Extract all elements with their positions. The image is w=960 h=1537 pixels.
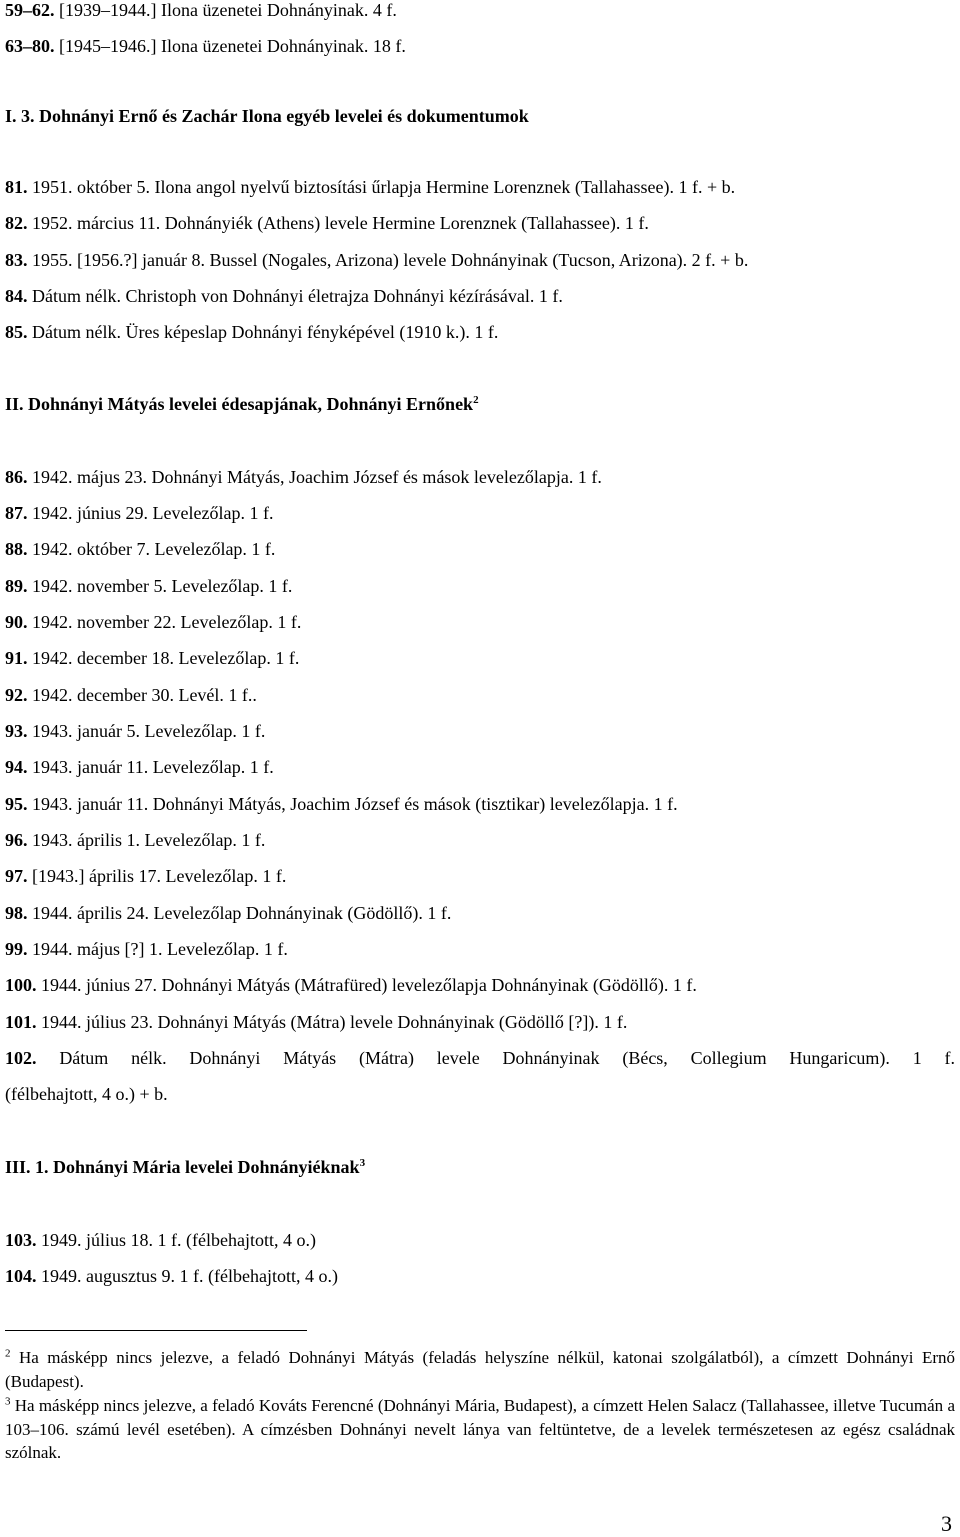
footnote-ref-3: 3: [359, 1157, 366, 1169]
entry-59-62: 59–62. [1939–1944.] Ilona üzenetei Dohnányinak. 4 f.: [5, 0, 397, 20]
entry-96: 96. 1943. április 1. Levelezőlap. 1 f.: [5, 830, 266, 850]
entry-87: 87. 1942. június 29. Levelezőlap. 1 f.: [5, 503, 274, 523]
entry-95: 95. 1943. január 11. Dohnányi Mátyás, Joachim József és mások (tisztikar) levelezőlapja. 1 f.: [5, 794, 678, 814]
entry-85: 85. Dátum nélk. Üres képeslap Dohnányi fényképével (1910 k.). 1 f.: [5, 322, 499, 342]
entry-84: 84. Dátum nélk. Christoph von Dohnányi életrajza Dohnányi kézírásával. 1 f.: [5, 286, 563, 306]
footnote-mark: 2: [5, 1347, 11, 1360]
section-heading-II: II. Dohnányi Mátyás levelei édesapjának, Dohnányi Ernőnek$^2$: [5, 394, 479, 414]
entry-83: 83. 1955. [1956.?] január 8. Bussel (Nogales, Arizona) levele Dohnányinak (Tucson, Arizona). 2 f. + b.: [5, 250, 749, 270]
entry-90: 90. 1942. november 22. Levelezőlap. 1 f.: [5, 612, 302, 632]
entry-93: 93. 1943. január 5. Levelezőlap. 1 f.: [5, 721, 266, 741]
entry-91: 91. 1942. december 18. Levelezőlap. 1 f.: [5, 648, 300, 668]
entry-81: 81. 1951. október 5. Ilona angol nyelvű biztosítási űrlapja Hermine Lorenznek (Tallahassee). 1 f. + b.: [5, 177, 736, 197]
footnote-3: $^3$ Ha másképp nincs jelezve, a feladó Kováts Ferencné (Dohnányi Mária, Budapest), a címzett Helen Salacz (Tallahassee, illetve Tucumán a 103–106. számú levél esetében). A címzésben Dohnányi nevelt lánya van feltüntetve, de a levelek természetesen az egész családnak szólnak.: [5, 1395, 955, 1462]
entry-100: 100. 1944. június 27. Dohnányi Mátyás (Mátrafüred) levelezőlapja Dohnányinak (Gödöllő). 1 f.: [5, 975, 697, 995]
entry-99: 99. 1944. május [?] 1. Levelezőlap. 1 f.: [5, 939, 288, 959]
section-heading-I3: I. 3. Dohnányi Ernő és Zachár Ilona egyéb levelei és dokumentumok: [5, 106, 529, 126]
section-heading-III1: III. 1. Dohnányi Mária levelei Dohnányiéknak$^3$: [5, 1157, 366, 1177]
entry-104: 104. 1949. augusztus 9. 1 f. (félbehajtott, 4 o.): [5, 1266, 338, 1286]
entry-92: 92. 1942. december 30. Levél. 1 f..: [5, 685, 257, 705]
entry-101: 101. 1944. július 23. Dohnányi Mátyás (Mátra) levele Dohnányinak (Gödöllő [?]). 1 f.: [5, 1012, 628, 1032]
entry-97: 97. [1943.] április 17. Levelezőlap. 1 f.: [5, 866, 287, 886]
footnote-separator: [5, 1330, 307, 1331]
entry-82: 82. 1952. március 11. Dohnányiék (Athens) levele Hermine Lorenznek (Tallahassee). 1 f.: [5, 213, 649, 233]
footnote-2: $^2$ Ha másképp nincs jelezve, a feladó Dohnányi Mátyás (feladás helyszíne nélkül, katonai szolgálatból), a címzett Dohnányi Ernő (Budapest).: [5, 1347, 955, 1391]
entry-86: 86. 1942. május 23. Dohnányi Mátyás, Joachim József és mások levelezőlapja. 1 f.: [5, 467, 602, 487]
entry-94: 94. 1943. január 11. Levelezőlap. 1 f.: [5, 757, 274, 777]
entry-98: 98. 1944. április 24. Levelezőlap Dohnányinak (Gödöllő). 1 f.: [5, 903, 452, 923]
footnote-ref-2: 2: [473, 394, 479, 406]
entry-102-continuation: (félbehajtott, 4 o.) + b.: [5, 1084, 168, 1104]
entry-89: 89. 1942. november 5. Levelezőlap. 1 f.: [5, 576, 293, 596]
entry-63-80: 63–80. [1945–1946.] Ilona üzenetei Dohnányinak. 18 f.: [5, 36, 406, 56]
entry-103: 103. 1949. július 18. 1 f. (félbehajtott, 4 o.): [5, 1230, 316, 1250]
entry-88: 88. 1942. október 7. Levelezőlap. 1 f.: [5, 539, 276, 559]
entry-102: 102. Dátum nélk. Dohnányi Mátyás (Mátra) levele Dohnányinak (Bécs, Collegium Hungaricum). 1 f.: [5, 1048, 955, 1068]
footnote-mark: 3: [5, 1395, 11, 1408]
page-number: 3: [941, 1511, 952, 1536]
